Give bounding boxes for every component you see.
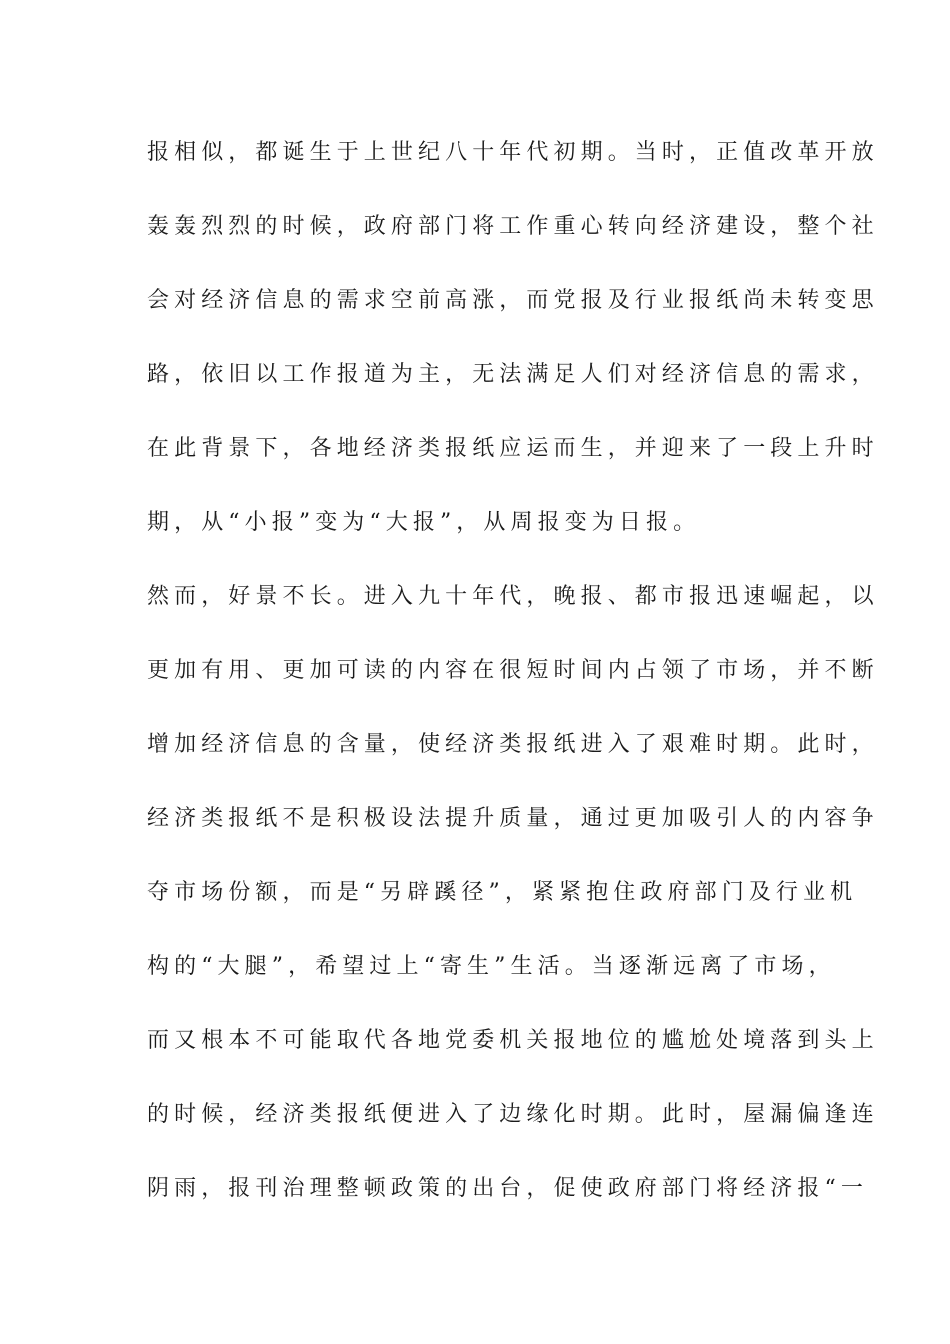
- text-line: 阴雨，报刊治理整顿政策的出台，促使政府部门将经济报“一: [147, 1176, 868, 1201]
- text-line: 经济类报纸不是积极设法提升质量，通过更加吸引人的内容争: [147, 806, 879, 831]
- text-line: 会对经济信息的需求空前高涨，而党报及行业报纸尚未转变思: [147, 288, 879, 313]
- text-line: 期，从“小报”变为“大报”，从周报变为日报。: [147, 510, 701, 535]
- text-line: 然而，好景不长。进入九十年代，晚报、都市报迅速崛起，以: [147, 584, 879, 609]
- text-line: 路，依旧以工作报道为主，无法满足人们对经济信息的需求，: [147, 362, 879, 387]
- text-line: 在此背景下，各地经济类报纸应运而生，并迎来了一段上升时: [147, 436, 879, 461]
- body-text: [147, 131, 879, 1241]
- text-line: 而又根本不可能取代各地党委机关报地位的尴尬处境落到头上: [147, 1028, 879, 1053]
- text-line: 的时候，经济类报纸便进入了边缘化时期。此时，屋漏偏逢连: [147, 1102, 879, 1127]
- text-line: 更加有用、更加可读的内容在很短时间内占领了市场，并不断: [147, 658, 879, 683]
- text-line: 增加经济信息的含量，使经济类报纸进入了艰难时期。此时，: [147, 732, 879, 757]
- text-line: 夺市场份额，而是“另辟蹊径”，紧紧抱住政府部门及行业机: [147, 880, 858, 905]
- text-line: 轰轰烈烈的时候，政府部门将工作重心转向经济建设，整个社: [147, 214, 879, 239]
- text-line: 报相似，都诞生于上世纪八十年代初期。当时，正值改革开放: [147, 140, 879, 165]
- text-line: 构的“大腿”，希望过上“寄生”生活。当逐渐远离了市场，: [147, 954, 836, 979]
